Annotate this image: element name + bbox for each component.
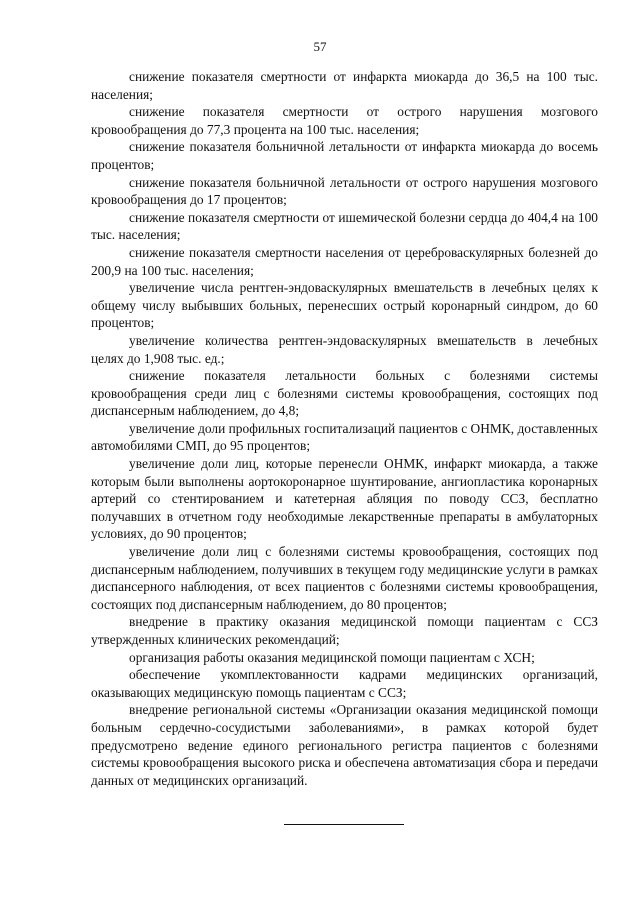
paragraph-3: снижение показателя больничной летальности от инфаркта миокарда до восемь процентов; (91, 139, 598, 172)
closing-divider-line (284, 824, 404, 825)
page-number: 57 (313, 39, 327, 54)
paragraph-5: снижение показателя смертности от ишемической болезни сердца до 404,4 на 100 тыс. населения; (91, 209, 598, 243)
paragraph-10: увеличение доли профильных госпитализаций пациентов с ОНМК, доставленных автомобилями СМП, до 95 процентов; (91, 420, 598, 454)
paragraph-4: снижение показателя больничной летальности от острого нарушения мозгового кровообращения до 17 процентов; (91, 174, 598, 208)
paragraph-14: организация работы оказания медицинской помощи пациентам с ХСН; (129, 649, 535, 665)
paragraph-8: увеличение количества рентген-эндоваскулярных вмешательств в лечебных целях до 1,908 тыс. ед.; (91, 332, 598, 366)
paragraph-11: увеличение доли лиц, которые перенесли ОНМК, инфаркт миокарда, а также которым были выполнены аортокоронарное шунтирование, ангиопластика коронарных артерий со стентированием и катетерная абляция по поводу ССЗ, бесплатно получавших в отчетном году необходимые лекарственные препараты в амбулаторных условиях, до 90 процентов; (91, 456, 598, 542)
paragraph-16: внедрение региональной системы «Организации оказания медицинской помощи больным сердечно-сосудистыми заболеваниями», в рамках которой будет предусмотрено ведение единого регионального регистра пациентов с болезнями системы кровообращения высокого риска и обеспечена автоматизация сбора и передачи данных от медицинских организаций. (91, 702, 598, 788)
paragraph-12: увеличение доли лиц с болезнями системы кровообращения, состоящих под диспансерным наблюдением, получивших в текущем году медицинские услуги в рамках диспансерного наблюдения, от всех пациентов с болезнями системы кровообращения, состоящих под диспансерным наблюдением, до 80 процентов; (91, 544, 598, 612)
paragraph-13: внедрение в практику оказания медицинской помощи пациентам с ССЗ утвержденных клинических рекомендаций; (91, 614, 598, 647)
paragraph-15: обеспечение укомплектованности кадрами медицинских организаций, оказывающих медицинскую помощь пациентам с ССЗ; (91, 667, 598, 700)
paragraph-9: снижение показателя летальности больных с болезнями системы кровообращения среди лиц с болезнями системы кровообращения, состоящих под диспансерным наблюдением, до 4,8; (91, 368, 598, 419)
paragraph-7: увеличение числа рентген-эндоваскулярных вмешательств в лечебных целях к общему числу выбывших больных, перенесших острый коронарный синдром, до 60 процентов; (91, 280, 598, 331)
paragraph-6: снижение показателя смертности населения от цереброваскулярных болезней до 200,9 на 100 тыс. населения; (91, 244, 598, 278)
paragraph-2: снижение показателя смертности от острого нарушения мозгового кровообращения до 77,3 процента на 100 тыс. населения; (91, 104, 598, 137)
paragraph-1: снижение показателя смертности от инфаркта миокарда до 36,5 на 100 тыс. населения; (91, 69, 598, 102)
document-body (91, 68, 598, 789)
